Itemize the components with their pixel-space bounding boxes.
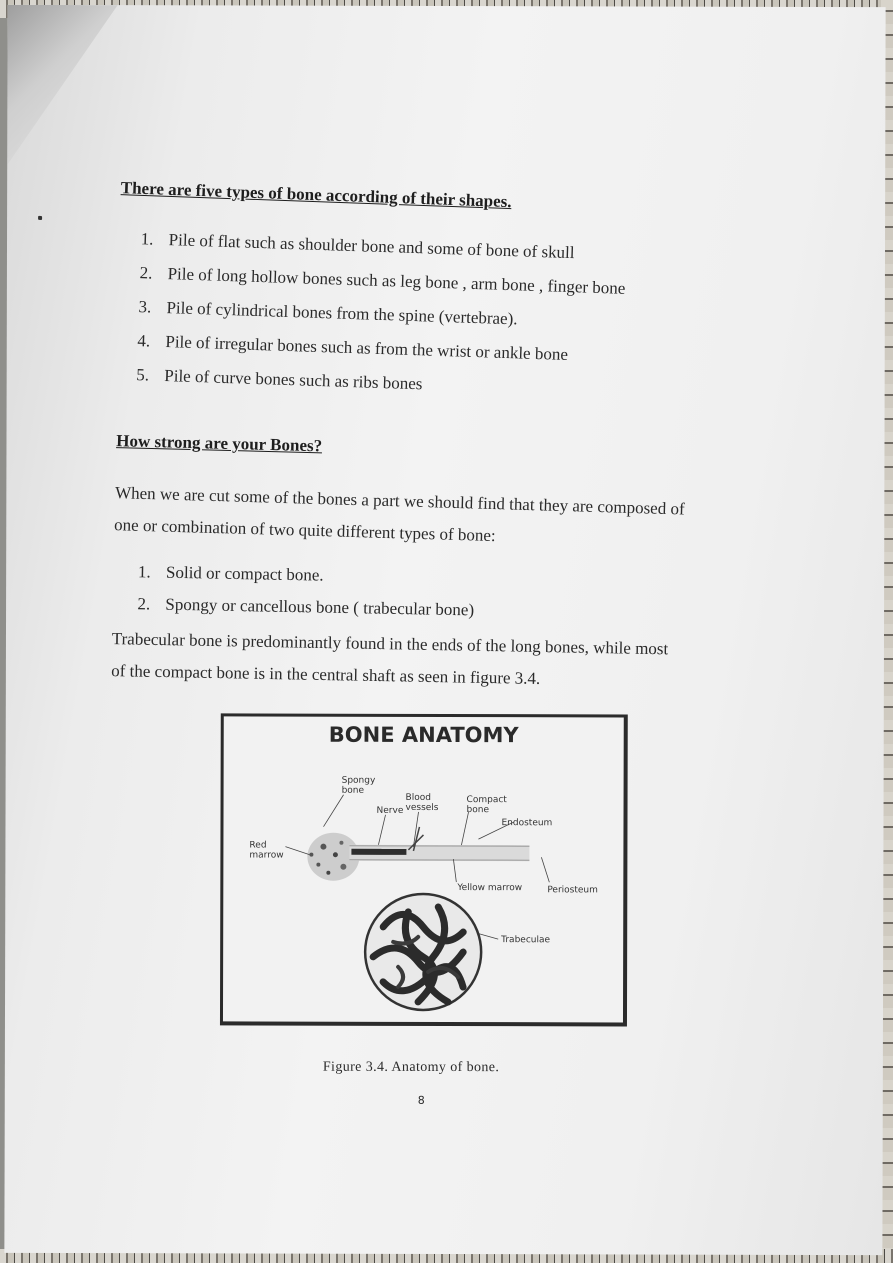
label-blood-vessels-1: Blood <box>405 792 431 803</box>
trabeculae-magnified-circle <box>365 894 481 1010</box>
paper-page <box>4 5 885 1255</box>
list-item: 3. Pile of cylindrical bones from the spine (vertebrae). <box>138 297 518 329</box>
bone-types-list <box>136 229 627 415</box>
page-curl-shadow <box>7 5 117 165</box>
label-red-marrow-2: marrow <box>249 850 284 861</box>
label-compact-bone-1: Compact <box>466 795 507 806</box>
label-blood-vessels-2: vessels <box>405 802 439 813</box>
label-red-marrow-1: Red <box>249 840 267 851</box>
bone-anatomy-illustration <box>223 716 624 1022</box>
bone-cross-section <box>307 827 529 882</box>
trabecular-paragraph: Trabecular bone is predominantly found in the ends of the long bones, while most of the compact bone is in the central shaft as seen in figure 3.4. <box>111 629 669 688</box>
page-number: 8 <box>417 1093 425 1107</box>
label-periosteum: Periosteum <box>547 885 598 896</box>
section-heading-bone-types: There are five types of bone according of their shapes. <box>120 178 512 212</box>
list-item: 4. Pile of irregular bones such as from the wrist or ankle bone <box>137 331 569 365</box>
list-item: 1. Solid or compact bone. <box>137 562 324 585</box>
section-heading-bone-strength: How strong are your Bones? <box>116 431 323 456</box>
label-yellow-marrow: Yellow marrow <box>457 883 523 894</box>
label-spongy-bone-1: Spongy <box>341 775 376 786</box>
label-spongy-bone-2: bone <box>341 785 365 796</box>
bone-anatomy-figure <box>220 713 628 1026</box>
list-item: 5. Pile of curve bones such as ribs bones <box>136 365 423 394</box>
label-endosteum: Endosteum <box>501 818 553 829</box>
label-nerve: Nerve <box>376 805 404 816</box>
intro-paragraph: When we are cut some of the bones a part we should find that they are composed of one or combination of two quite different types of bone: <box>113 483 685 546</box>
figure-title: BONE ANATOMY <box>328 722 519 748</box>
figure-caption: Figure 3.4. Anatomy of bone. <box>322 1059 500 1076</box>
list-item: 2. Pile of long hollow bones such as leg bone , arm bone , finger bone <box>139 263 626 298</box>
stray-mark <box>38 216 42 220</box>
list-item: 1. Pile of flat such as shoulder bone and some of bone of skull <box>140 229 575 263</box>
label-compact-bone-2: bone <box>466 805 490 816</box>
bone-composition-list <box>137 562 475 632</box>
label-trabeculae: Trabeculae <box>501 935 551 946</box>
list-item: 2. Spongy or cancellous bone ( trabecular bone) <box>137 594 475 620</box>
